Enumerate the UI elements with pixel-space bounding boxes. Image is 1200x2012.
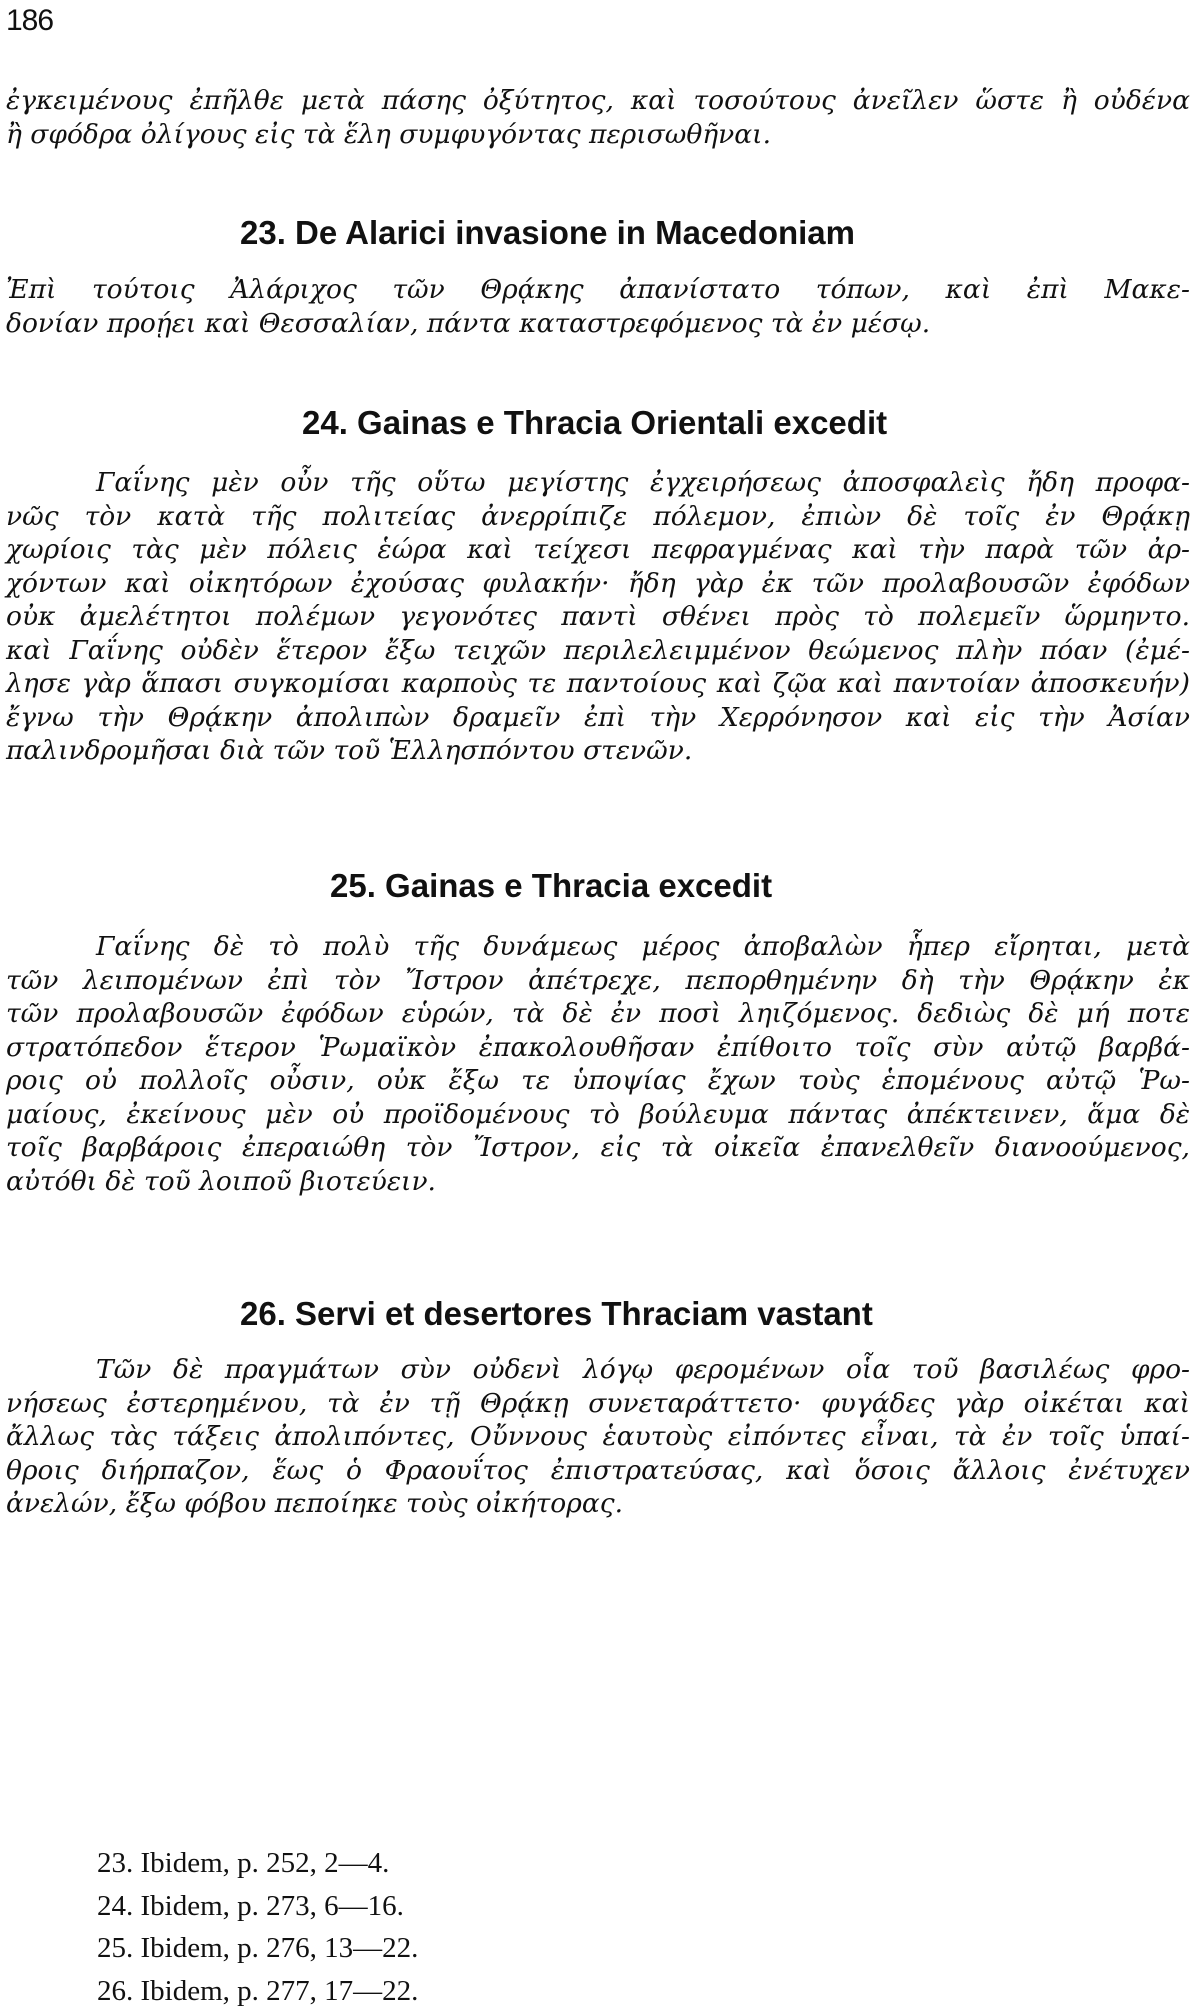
text-line: χωρίοις τὰς μὲν πόλεις ἑώρα καὶ τείχεσι πεφραγμένας καὶ τὴν παρὰ τῶν ἀρ- — [6, 534, 1190, 565]
text-line: στρατόπεδον ἕτερον Ῥωμαϊκὸν ἐπακολουθῆσαν ἐπίθοιτο τοῖς σὺν αὐτῷ βαρβά- — [6, 1031, 1190, 1063]
text-line: νήσεως ἐστερημένου, τὰ ἐν τῇ Θρᾴκῃ συνεταράττετο· φυγάδες γὰρ οἰκέται καὶ — [6, 1387, 1190, 1419]
text-line: ἀνελών, ἔξω φόβου πεποίηκε τοὺς οἰκήτορας. — [6, 1488, 623, 1519]
footnote-26: 26. Ibidem, p. 277, 17—22. — [97, 1974, 419, 2007]
text-line: ἐγκειμένους ἐπῆλθε μετὰ πάσης ὀξύτητος, καὶ τοσούτους ἀνεῖλεν ὥστε ἢ οὐδένα — [6, 85, 1190, 116]
text-line: ἔγνω τὴν Θρᾴκην ἀπολιπὼν δραμεῖν ἐπὶ τὴν Χερρόνησον καὶ εἰς τὴν Ἀσίαν — [6, 701, 1190, 733]
text-line: μαίους, ἐκείνους μὲν οὐ προϊδομένους τὸ βούλευμα πάντας ἀπέκτεινεν, ἅμα δὲ — [6, 1098, 1190, 1130]
section-heading-26: 26. Servi et desertores Thraciam vastant — [240, 1295, 873, 1332]
page-number: 186 — [6, 4, 54, 37]
text-line: τοῖς βαρβάροις ἐπεραιώθη τὸν Ἴστρον, εἰς τὰ οἰκεῖα ἐπανελθεῖν διανοούμενος, — [6, 1132, 1190, 1163]
section-heading-23: 23. De Alarici invasione in Macedoniam — [240, 214, 855, 251]
text-line: ροις οὐ πολλοῖς οὖσιν, οὐκ ἔξω τε ὑποψίας ἔχων τοὺς ἑπομένους αὐτῷ Ῥω- — [6, 1065, 1190, 1096]
text-line: τῶν λειπομένων ἐπὶ τὸν Ἴστρον ἀπέτρεχε, πεπορθημένην δὴ τὴν Θρᾴκην ἐκ — [6, 964, 1190, 996]
section-text-24 — [6, 466, 1190, 768]
text-line: Τῶν δὲ πραγμάτων σὺν οὐδενὶ λόγῳ φερομένων οἷα τοῦ βασιλέως φρο- — [96, 1354, 1190, 1385]
footnotes — [97, 1842, 418, 2012]
text-line: Ἐπὶ τούτοις Ἀλάριχος τῶν Θρᾴκης ἀπανίστατο τόπων, καὶ ἐπὶ Μακε- — [6, 274, 1190, 305]
text-line: ἢ σφόδρα ὀλίγους εἰς τὰ ἕλη συμφυγόντας περισωθῆναι. — [6, 118, 771, 150]
text-line: θροις διήρπαζον, ἕως ὁ Φραουΐτος ἐπιστρατεύσας, καὶ ὅσοις ἄλλοις ἐνέτυχεν — [6, 1454, 1190, 1486]
footnote-23: 23. Ibidem, p. 252, 2—4. — [97, 1847, 390, 1879]
section-text-25 — [6, 930, 1190, 1198]
text-line: αὐτόθι δὲ τοῦ λοιποῦ βιοτεύειν. — [6, 1165, 436, 1197]
footnote-24: 24. Ibidem, p. 273, 6—16. — [97, 1889, 404, 1922]
intro-paragraph — [6, 84, 1190, 151]
section-text-26 — [6, 1353, 1190, 1521]
section-heading-24: 24. Gainas e Thracia Orientali excedit — [302, 404, 888, 441]
text-line: ἄλλως τὰς τάξεις ἀπολιπόντες, Οὔννους ἑαυτοὺς εἰπόντες εἶναι, τὰ ἐν τοῖς ὑπαί- — [6, 1421, 1190, 1452]
text-line: νῶς τὸν κατὰ τῆς πολιτείας ἀνερρίπιζε πόλεμον, ἐπιὼν δὲ τοῖς ἐν Θρᾴκῃ — [6, 500, 1190, 532]
section-heading-25: 25. Gainas e Thracia excedit — [330, 867, 773, 904]
text-line: παλινδρομῆσαι διὰ τῶν τοῦ Ἑλλησπόντου στενῶν. — [6, 735, 693, 766]
text-line: οὐκ ἀμελέτητοι πολέμων γεγονότες παντὶ σθένει πρὸς τὸ πολεμεῖν ὥρμηντο. — [6, 601, 1190, 632]
text-line: τῶν προλαβουσῶν ἐφόδων εὑρών, τὰ δὲ ἐν ποσὶ ληιζόμενος. δεδιὼς δὲ μή ποτε — [6, 998, 1190, 1029]
text-line: Γαΐνης μὲν οὖν τῆς οὕτω μεγίστης ἐγχειρήσεως ἀποσφαλεὶς ἤδη προφα- — [96, 467, 1190, 498]
section-text-23 — [6, 273, 1190, 340]
text-line: χόντων καὶ οἰκητόρων ἐχούσας φυλακήν· ἤδη γὰρ ἐκ τῶν προλαβουσῶν ἐφόδων — [6, 567, 1190, 599]
text-line: δονίαν προῄει καὶ Θεσσαλίαν, πάντα καταστρεφόμενος τὰ ἐν μέσῳ. — [6, 307, 931, 339]
text-line: καὶ Γαΐνης οὐδὲν ἕτερον ἔξω τειχῶν περιλελειμμένον θεώμενος πλὴν πόαν (ἐμέ- — [6, 634, 1190, 666]
footnote-25: 25. Ibidem, p. 276, 13—22. — [97, 1932, 419, 1964]
text-line: λησε γὰρ ἅπασι συγκομίσαι καρποὺς τε παντοίους καὶ ζῷα καὶ παντοίαν ἀποσκευήν) — [6, 668, 1190, 699]
text-line: Γαΐνης δὲ τὸ πολὺ τῆς δυνάμεως μέρος ἀποβαλὼν ἧπερ εἴρηται, μετὰ — [96, 931, 1190, 962]
